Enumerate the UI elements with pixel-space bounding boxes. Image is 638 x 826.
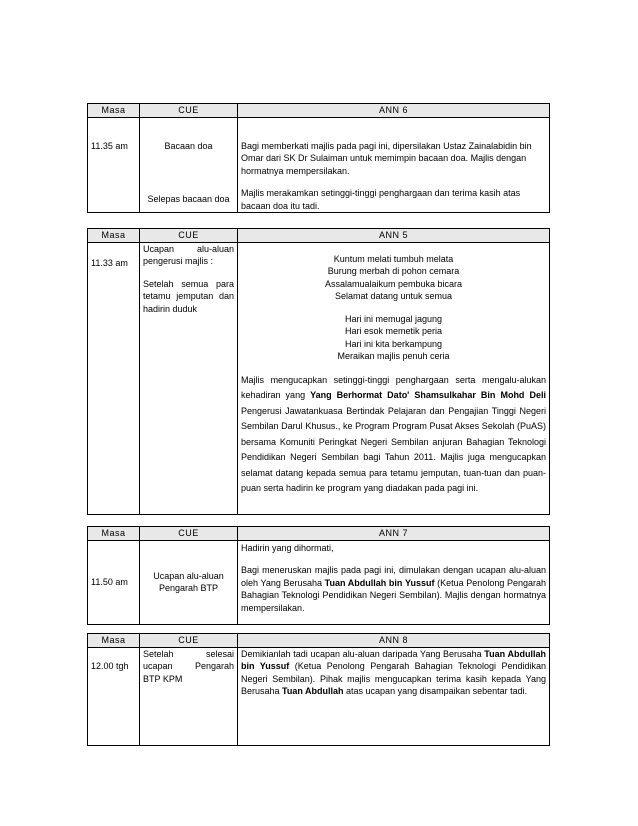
announcement-paragraph: [241, 373, 546, 497]
announcement-cell: [238, 540, 550, 624]
vip-name: Shamsulkahar Bin Mohd Deli: [414, 390, 546, 400]
cue-cell: [140, 117, 238, 213]
time-cell: [88, 242, 140, 514]
paragraph-text: (Ketua Penolong Pengarah Bahagian Teknologi Pendidikan Negeri Sembilan). Majlis dengan hormatnya mempersilakan.: [241, 577, 546, 613]
ann-header: ANN 7: [238, 527, 550, 541]
ann-header: ANN 6: [238, 104, 550, 118]
announcement-cell: [238, 242, 550, 514]
paragraph-text: Demikianlah tadi ucapan alu-aluan daripada Yang Berusaha: [241, 648, 485, 659]
cue-header: CUE: [140, 104, 238, 118]
vip-name: Yussuf: [405, 577, 435, 588]
vip-name: Tuan Abdullah bin Yussuf: [241, 648, 546, 671]
ann7-table: [87, 526, 550, 625]
table-row: [88, 117, 550, 213]
time-text: 11.50 am: [91, 576, 128, 587]
masa-header: Masa: [88, 634, 140, 648]
table-header-row: [88, 634, 550, 648]
pantun-line: Burung merbah di pohon cemara: [327, 266, 460, 276]
announcement-cell: [238, 647, 550, 745]
announcement-paragraph: [241, 648, 546, 698]
ann-header: ANN 5: [238, 229, 550, 243]
table-header-row: [88, 229, 550, 243]
pantun-line: Selamat datang untuk semua: [334, 291, 453, 301]
table-row: [88, 540, 550, 624]
paragraph-text: Pengerusi Jawatankuasa Bertindak Pelajaran dan Pengajian Tinggi Negeri Sembilan Darul Khusus., ke Program Program Pusat Akses Sekolah (PuAS) bersama Komuniti Peringkat Negeri Sembilan anjuran Bahagian Teknologi Pendidikan Negeri Sembilan bagi Tahun 2011. Majlis juga mengucapkan selamat datang kepada semua para tetamu jemputan, tuan-tuan dan puan-puan serta hadirin ke program yang diadakan pada pagi ini.: [241, 405, 546, 493]
masa-header: Masa: [88, 229, 140, 243]
masa-header: Masa: [88, 104, 140, 118]
paragraph-text: atas ucapan yang disampaikan sebentar tadi.: [343, 686, 528, 696]
cue-text-1: Bacaan doa: [164, 140, 213, 151]
table-header-row: [88, 527, 550, 541]
pantun-line: Hari esok memetik peria: [344, 326, 443, 336]
ann8-table: [87, 633, 550, 746]
cue-text-1: Setelah selesai ucapan Pengarah BTP KPM: [143, 648, 234, 684]
cue-header: CUE: [140, 527, 238, 541]
cue-header: CUE: [140, 634, 238, 648]
pantun-line: Assalamualaikum pembuka bicara: [324, 278, 463, 289]
announcement-paragraph: Majlis merakamkan setinggi-tinggi penghargaan dan terima kasih atas bacaan doa itu tadi.: [241, 188, 521, 211]
vip-name: Yang Berhormat Dato': [310, 390, 410, 400]
pantun-stanza-2: [241, 313, 546, 363]
cue-cell: [140, 647, 238, 745]
paragraph-text: Bagi meneruskan majlis pada pagi ini, dimulakan dengan ucapan alu-aluan oleh Yang Berusaha: [241, 565, 546, 588]
paragraph-text: (Ketua Penolong Pengarah Bahagian Teknologi Pendidikan Negeri Sembilan). Pihak majlis mengucapkan terima kasih kepada Yang Berusaha: [241, 661, 546, 696]
time-text: 11.33 am: [91, 257, 128, 268]
cue-cell: [140, 540, 238, 624]
pantun-line: Kuntum melati tumbuh melata: [333, 253, 454, 264]
ann-header: ANN 8: [238, 634, 550, 648]
masa-header: Masa: [88, 527, 140, 541]
vip-name: Tuan Abdullah: [282, 686, 344, 696]
paragraph-text: Majlis mengucapkan setinggi-tinggi penghargaan serta mengalu-alukan kehadiran yang: [241, 374, 546, 400]
greeting: Hadirin yang dihormati,: [241, 542, 334, 553]
cue-header: CUE: [140, 229, 238, 243]
table-header-row: [88, 104, 550, 118]
time-cell: [88, 647, 140, 745]
table-row: [88, 242, 550, 514]
ann6-table: [87, 103, 550, 213]
cue-text-2: Setelah semua para tetamu jemputan dan hadirin duduk: [143, 278, 234, 314]
ann5-table: [87, 228, 550, 515]
announcement-paragraph: Bagi memberkati majlis pada pagi ini, dipersilakan Ustaz Zainalabidin bin Omar dari SK Dr Sulaiman untuk memimpin bacaan doa. Majlis dengan hormatnya mempersilakan.: [241, 140, 532, 176]
cue-text-2: Selepas bacaan doa: [147, 194, 230, 204]
cue-text-1: Ucapan alu-aluan pengerusi majlis :: [143, 243, 234, 266]
pantun-line: Hari ini memugal jagung: [344, 313, 443, 324]
pantun-stanza-1: [241, 253, 546, 303]
time-cell: [88, 117, 140, 213]
cue-text-1: Ucapan alu-aluan Pengarah BTP: [153, 570, 224, 593]
vip-name: Tuan Abdullah bin: [324, 577, 403, 588]
announcement-cell: [238, 117, 550, 213]
announcement-paragraph: [241, 564, 546, 614]
time-text: 12.00 tgh: [91, 660, 129, 671]
pantun-line: Hari ini kita berkampung: [344, 338, 443, 349]
pantun-line: Meraikan majlis penuh ceria: [337, 351, 450, 361]
time-text: 11.35 am: [91, 140, 128, 151]
cue-cell: [140, 242, 238, 514]
time-cell: [88, 540, 140, 624]
table-row: [88, 647, 550, 745]
